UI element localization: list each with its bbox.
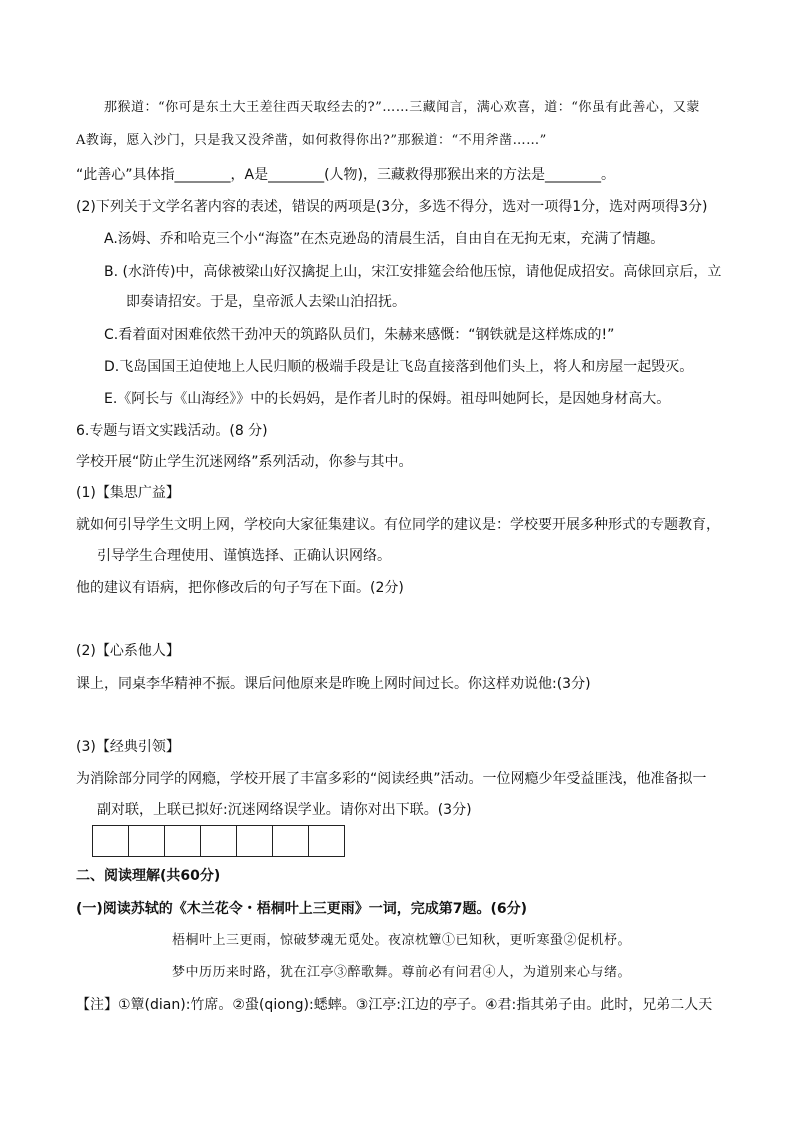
option-c: C.看着面对困难依然干劲冲天的筑路队员们，朱赫来感慨：“钢铁就是这样炼成的!” [104,327,615,343]
option-a: A.汤姆、乔和哈克三个小“海盗”在杰克逊岛的清晨生活，自由自在无拘无束，充满了情趣。 [104,231,665,247]
option-b-line-2: 即奏请招安。于是，皇帝派人去梁山泊招抚。 [126,294,406,310]
answer-cell[interactable] [237,825,273,857]
q6-part3-text-2: 副对联，上联已拟好:沉迷网络误学业。请你对出下联。(3分) [97,802,472,818]
q6-part1-task: 他的建议有语病，把你修改后的句子写在下面。(2分) [76,580,404,596]
quote-line-1: 那猴道：“你可是东土大王差往西天取经去的?”……三藏闻言，满心欢喜，道：“你虽有此善心，又蒙 [104,100,700,115]
reading-subheading: (一)阅读苏轼的《木兰花令・梧桐叶上三更雨》一词，完成第7题。(6分) [76,901,528,917]
answer-cell[interactable] [129,825,165,857]
q6-part1-text-1: 就如何引导学生文明上网，学校向大家征集建议。有位同学的建议是：学校要开展多种形式的专题教育， [76,517,720,533]
answer-cell[interactable] [165,825,201,857]
answer-cell[interactable] [309,825,345,857]
q6-part3-text-1: 为消除部分同学的网瘾，学校开展了丰富多彩的“阅读经典”活动。一位网瘾少年受益匪浅，他准备拟一 [76,771,707,787]
poem-note: 【注】①簟(dian):竹席。②蛩(qiong):蟋蟀。③江亭:江边的亭子。④君:指其弟子由。此时，兄弟二人天 [76,997,713,1013]
q6-title: 6.专题与语文实践活动。(8 分) [76,423,268,439]
option-d: D.飞岛国国王迫使地上人民归顺的极端手段是让飞岛直接落到他们头上，将人和房屋一起毁灭。 [104,359,694,375]
q6-part1-heading: (1)【集思广益】 [76,485,180,501]
q6-part2-heading: (2)【心系他人】 [76,643,180,659]
answer-cell[interactable] [201,825,237,857]
couplet-answer-grid[interactable] [92,825,345,857]
q5-2-stem: (2)下列关于文学名著内容的表述，错误的两项是(3分，多选不得分，选对一项得1分，选对两项得3分) [76,199,708,215]
quote-line-2: A教诲，愿入沙门，只是我又没斧凿，如何救得你出?”那猴道：“不用斧凿……” [76,133,547,148]
answer-cell[interactable] [273,825,309,857]
q6-part1-text-2: 引导学生合理使用、谨慎选择、正确认识网络。 [97,548,391,564]
section-heading: 二、阅读理解(共60分) [76,868,221,884]
q6-part3-heading: (3)【经典引领】 [76,739,180,755]
q6-part2-text: 课上，同桌李华精神不振。课后问他原来是昨晚上网时间过长。你这样劝说他:(3分) [76,676,591,692]
q5-fill-line: “此善心”具体指________，A是________(人物)，三藏救得那猴出来的方法是________。 [76,167,616,183]
poem-line-2: 梦中历历来时路，犹在江亭③醉歌舞。尊前必有问君④人，为道别来心与绪。 [172,965,632,980]
q6-intro: 学校开展“防止学生沉迷网络”系列活动，你参与其中。 [76,454,413,470]
option-e: E.《阿长与《山海经》》中的长妈妈，是作者儿时的保姆。祖母叫她阿长，是因她身材高大。 [104,391,671,407]
answer-cell[interactable] [93,825,129,857]
option-b-line-1: B. (水浒传)中，高俅被梁山好汉擒捉上山，宋江安排筵会给他压惊，请他促成招安。高俅回京后，立 [104,264,722,280]
poem-line-1: 梧桐叶上三更雨，惊破梦魂无觅处。夜凉枕簟①已知秋，更听寒蛩②促机杼。 [172,933,632,948]
